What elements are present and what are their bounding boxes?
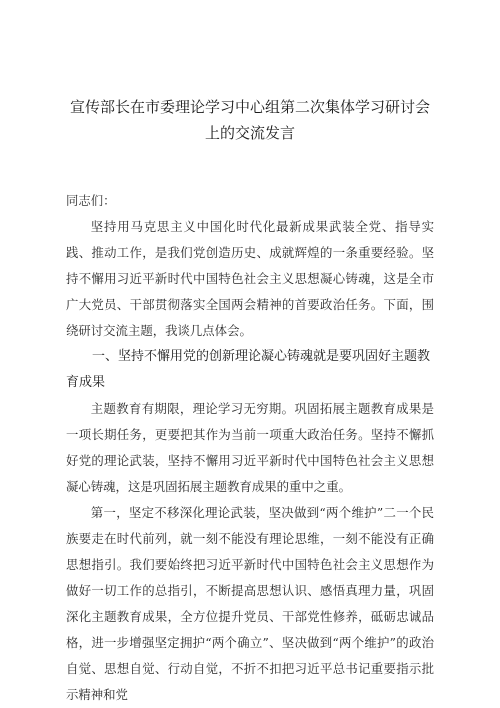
document-title	[66, 94, 434, 146]
section-paragraph-2: 第一，坚定不移深化理论武装，坚决做到“两个维护”二一个民族要走在时代前列，就一刻不能没有理论思维，一刻不能没有正确思想指引。我们要始终把习近平新时代中国特色社会主义思想作为做好一切工作的总指引，不断提高思想认识、感悟真理力量，巩固深化主题教育成果，全方位提升党员、干部党性修养，砥砺忠诚品格，进一步增强坚定拥护“两个确立”、坚决做到“两个维护”的政治自觉、思想自觉、行动自觉，不折不扣把习近平总书记重要指示批示精神和党	[66, 505, 434, 702]
section-heading-1: 一、坚持不懈用党的创新理论凝心铸魂就是要巩固好主题教育成果	[66, 349, 431, 390]
title-line-1: 宣传部长在市委理论学习中心组第二次集体学习研讨会	[69, 98, 430, 116]
title-line-2: 上的交流发言	[204, 124, 295, 142]
salutation: 同志们：	[66, 193, 116, 208]
intro-paragraph: 坚持用马克思主义中国化时代化最新成果武装全党、指导实践、推动工作，是我们党创造历史、成就辉煌的一条重要经验。坚持不懈用习近平新时代中国特色社会主义思想凝心铸魂，这是全市广大党员、干部贯彻落实全国两会精神的首要政治任务。下面，围绕研讨交流主题，我谈几点体会。	[66, 219, 434, 338]
section-paragraph-1: 主题教育有期限，理论学习无穷期。巩固拓展主题教育成果是一项长期任务，更要把其作为当前一项重大政治任务。坚持不懈抓好党的理论武装，坚持不懈用习近平新时代中国特色社会主义思想凝心铸魂，这是巩固拓展主题教育成果的重中之重。	[66, 401, 434, 494]
